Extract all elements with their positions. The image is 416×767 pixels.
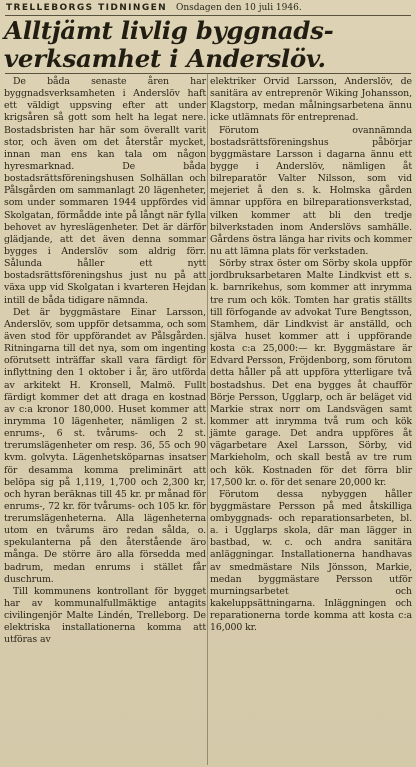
headline: Alltjämt livlig byggnads-verksamhet i Anderslöv. <box>4 16 334 73</box>
article-paragraph: Förutom dessa nybyggen håller byggmästare Persson på med åtskilliga ombyggnads- och reparationsarbeten, bl. a. i Ugglarps skola, där man lägger in bastbad, w. c. och andra sanitära anläggningar. Installationerna handhavas av smedmästare Nils Jönsson, Markie, medan byggmästare Persson utför murningsarbetet och kakeluppsättningarna. Inläggningen och reparationerna torde komma att kosta c:a 16,000 kr. <box>210 488 412 634</box>
paper-name: TRELLEBORGS TIDNINGEN <box>6 3 168 13</box>
issue-date: Onsdagen den 10 juli 1946. <box>176 3 302 13</box>
article-column-left <box>4 76 206 647</box>
article-paragraph: elektriker Orvid Larsson, Anderslöv, de sanitära av entreprenör Wiking Johansson, Klagstorp, medan målningsarbetena ännu icke utlämnats för entreprenad. <box>210 76 412 124</box>
article-paragraph: De båda senaste åren har byggnadsverksamheten i Anderslöv haft ett väldigt uppsving efter att under krigsåren så gott som helt ha legat nere. Bostadsbristen har här som överallt varit stor, och även om det återstår mycket, innan man ens kan tala om någon hyresmarknad. De båda bostadsrättsföreningshusen Solhällan och Pålsgården om sammanlagt 20 lägenheter, som under sommaren 1944 uppfördes vid Skolgatan, förmådde inte på långt när fylla behovet av hyreslägenheter. Det är därför glädjande, att det även denna sommar bygges i Anderslöv som aldrig förr. Sålunda håller ett nytt bostadsrättsföreningshus just nu på att växa upp vid Skolgatan i kvarteren Hejdan intill de båda tidigare nämnda. <box>4 76 206 306</box>
article-paragraph: Det är byggmästare Einar Larsson, Anderslöv, som uppför detsamma, och som även stod för uppförandet av Pålsgården. Ritningarna till det nya, som om ingenting oförutsett inträffar skall vara färdigt för inflyttning den 1 oktober i år, äro utförda av arkitekt H. Kronsell, Malmö. Fullt färdigt kommer det att draga en kostnad av c:a kronor 180,000. Huset kommer att inrymma 10 lägenheter, nämligen 2 st. enrums-, 6 st. tvårums- och 2 st. trerumslägenheter om resp. 36, 55 och 90 kvm. golvyta. Lägenhetsköparnas insatser för desamma komma preliminärt att belöpa sig på 1,119, 1,700 och 2,300 kr, och hyran beräknas till 45 kr. pr månad för enrums-, 72 kr. för tvårums- och 105 kr. för trerumslägenheterna. Alla lägenheterna utom en tvårums äro redan sålda, o. spekulanterna på den återstående äro många. De större äro alla försedda med badrum, medan enrums i stället får duschrum. <box>4 306 206 585</box>
headline-rule <box>5 73 411 74</box>
article-paragraph: Till kommunens kontrollant för bygget har av kommunalfullmäktige antagits civilingenjör Malte Lindén, Trelleborg. De elektriska installationerna komma att utföras av <box>4 585 206 646</box>
article-paragraph: Sörby strax öster om Sörby skola uppför jordbruksarbetaren Malte Lindkvist ett s. k. barnrikehus, som kommer att inrymma tre rum och kök. Tomten har gratis ställts till förfogande av advokat Ture Bengtsson, Stamhem, där Lindkvist är anställd, och själva huset kommer att i uppförande kosta c:a 25,000:— kr. Byggmästare är Edvard Persson, Fröjdenborg, som förutom detta håller på att uppföra ytterligare två bostadshus. Det ena bygges åt chaufför Börje Persson, Ugglarp, och är beläget vid Markie strax norr om Landsvägen samt kommer att inrymma två rum och kök jämte garage. Det andra uppföres åt vägarbetare Axel Larsson, Sörby, vid Markieholm, och skall bestå av tre rum och kök. Kostnaden för det förra blir 17,500 kr. o. för det senare 20,000 kr. <box>210 258 412 488</box>
masthead <box>6 3 410 14</box>
article-paragraph: Förutom ovannämnda bostadsrättsföreningshus påbörjar byggmästare Larsson i dagarna ännu ett bygge i Anderslöv, nämligen åt bilreparatör Valter Nilsson, som vid mejeriet å den s. k. Holmska gården ämnar uppföra en bilreparationsverkstad, vilken kommer att bli den tredje bilverkstaden inom Anderslövs samhälle. Gårdens östra länga har rivits och kommer nu att lämna plats för verkstaden. <box>210 124 412 257</box>
column-divider <box>207 73 208 765</box>
article-column-right <box>210 76 412 634</box>
